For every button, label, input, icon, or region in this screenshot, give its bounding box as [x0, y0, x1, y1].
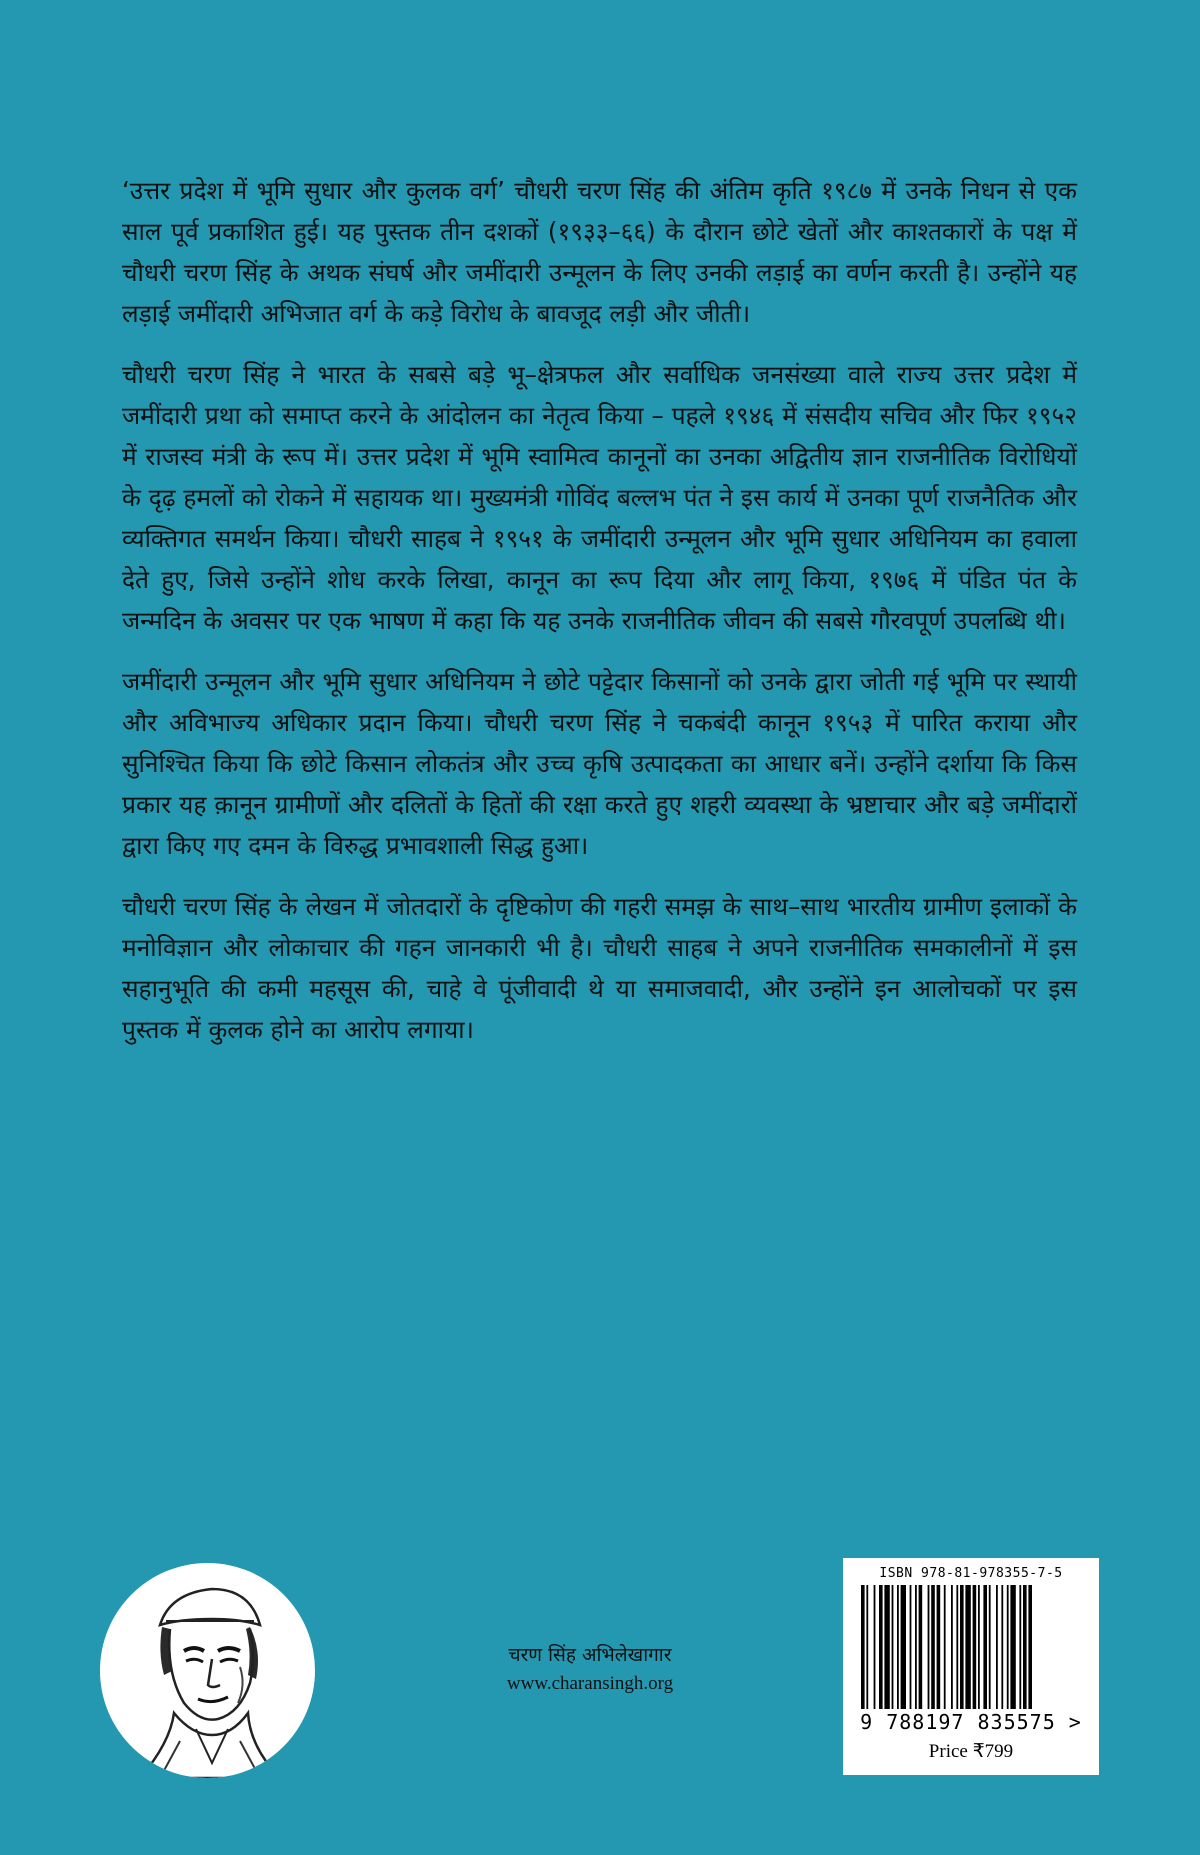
- barcode-bar: [915, 1585, 917, 1709]
- barcode-bar: [937, 1585, 941, 1709]
- barcode-bar: [944, 1585, 946, 1709]
- barcode-bar: [874, 1585, 876, 1709]
- barcode-bar: [866, 1585, 868, 1709]
- barcode-bar: [1010, 1585, 1015, 1709]
- barcode-bar: [960, 1585, 964, 1709]
- barcode-bar: [965, 1585, 970, 1709]
- barcode-bar: [1001, 1585, 1003, 1709]
- blurb-paragraph-2: चौधरी चरण सिंह ने भारत के सबसे बड़े भू–क्षेत्रफल और सर्वाधिक जनसंख्या वाले राज्य उत्तर प्रदेश में जमींदारी प्रथा को समाप्त करने के आंदोलन का नेतृत्व किया – पहले १९४६ में संसदीय सचिव और फिर १९५२ में राजस्व मंत्री के रूप में। उत्तर प्रदेश में भूमि स्वामित्व कानूनों का उनका अद्वितीय ज्ञान राजनीतिक विरोधियों के दृढ़ हमलों को रोकने में सहायक था। मुख्यमंत्री गोविंद बल्लभ पंत ने इस कार्य में उनका पूर्ण राजनैतिक और व्यक्तिगत समर्थन किया। चौधरी साहब ने १९५१ के जमींदारी उन्मूलन और भूमि सुधार अधिनियम का हवाला देते हुए, जिसे उन्होंने शोध करके लिखा, कानून का रूप दिया और लागू किया, १९७६ में पंडित पंत के जन्मदिन के अवसर पर एक भाषण में कहा कि यह उनके राजनीतिक जीवन की सबसे गौरवपूर्ण उपलब्धि थी।: [122, 360, 1077, 635]
- barcode-bar: [892, 1585, 894, 1709]
- barcode-bar: [983, 1585, 987, 1709]
- publisher-name: चरण सिंह अभिलेखागार: [508, 1644, 672, 1666]
- publisher-website: www.charansingh.org: [506, 1673, 674, 1694]
- blurb-text: [122, 170, 1077, 1070]
- blurb-paragraph-4: चौधरी चरण सिंह के लेखन में जोतदारों के दृष्टिकोण की गहरी समझ के साथ–साथ भारतीय ग्रामीण इलाकों के मनोविज्ञान और लोकाचार की गहन जानकारी भी है। चौधरी साहब ने अपने राजनीतिक समकालीनों में इस सहानुभूति की कमी महसूस की, चाहे वे पूंजीवादी थे या समाजवादी, और उन्होंने इन आलोचकों पर इस पुस्तक में कुलक होने का आरोप लगाया।: [122, 892, 1077, 1044]
- blurb-paragraph-3: जमींदारी उन्मूलन और भूमि सुधार अधिनियम ने छोटे पट्टेदार किसानों को उनके द्वारा जोती गई भूमि पर स्थायी और अविभाज्य अधिकार प्रदान किया। चौधरी चरण सिंह ने चकबंदी कानून १९५३ में पारित कराया और सुनिश्चित किया कि छोटे किसान लोकतंत्र और उच्च कृषि उत्पादकता का आधार बनें। उन्होंने दर्शाया कि किस प्रकार यह क़ानून ग्रामीणों और दलितों के हितों की रक्षा करते हुए शहरी व्यवस्था के भ्रष्टाचार और बड़े जमींदारों द्वारा किए गए दमन के विरुद्ध प्रभावशाली सिद्ध हुआ।: [122, 667, 1077, 860]
- barcode-bar: [910, 1585, 912, 1709]
- barcode-bar: [879, 1585, 883, 1709]
- price-label: Price ₹799: [928, 1741, 1014, 1762]
- barcode-bar: [897, 1585, 899, 1709]
- barcode-bar: [951, 1585, 953, 1709]
- barcode-bar: [973, 1585, 977, 1709]
- barcode-bar: [884, 1585, 889, 1709]
- barcode-bar: [901, 1585, 906, 1709]
- isbn-label: ISBN 978-81-978355-7-5: [879, 1566, 1063, 1581]
- barcode-bar: [928, 1585, 930, 1709]
- barcode-bars: [861, 1585, 1081, 1709]
- barcode-bar: [1019, 1585, 1021, 1709]
- barcode-bar: [919, 1585, 923, 1709]
- barcode-number: 9 788197 835575 >: [860, 1710, 1082, 1734]
- barcode-bar: [1007, 1585, 1009, 1709]
- barcode-bar: [996, 1585, 998, 1709]
- blurb-paragraph-1: ‘उत्तर प्रदेश में भूमि सुधार और कुलक वर्ग’ चौधरी चरण सिंह की अंतिम कृति १९८७ में उनके निधन से एक साल पूर्व प्रकाशित हुई। यह पुस्तक तीन दशकों (१९३३–६६) के दौरान छोटे खेतों और काश्तकारों के पक्ष में चौधरी चरण सिंह के अथक संघर्ष और जमींदारी उन्मूलन के लिए उनकी लड़ाई का वर्णन करती है। उन्होंने यह लड़ाई जमींदारी अभिजात वर्ग के कड़े विरोध के बावजूद लड़ी और जीती।: [122, 176, 1077, 328]
- barcode-bar: [1023, 1585, 1027, 1709]
- portrait-sketch-icon: [100, 1563, 315, 1778]
- barcode-bar: [956, 1585, 958, 1709]
- barcode-bar: [989, 1585, 991, 1709]
- barcode-bar: [1028, 1585, 1032, 1709]
- isbn-barcode: [843, 1558, 1099, 1775]
- barcode-bar: [978, 1585, 980, 1709]
- barcode-bar: [861, 1585, 865, 1709]
- publisher-block: [430, 1640, 750, 1698]
- barcode-bar: [931, 1585, 935, 1709]
